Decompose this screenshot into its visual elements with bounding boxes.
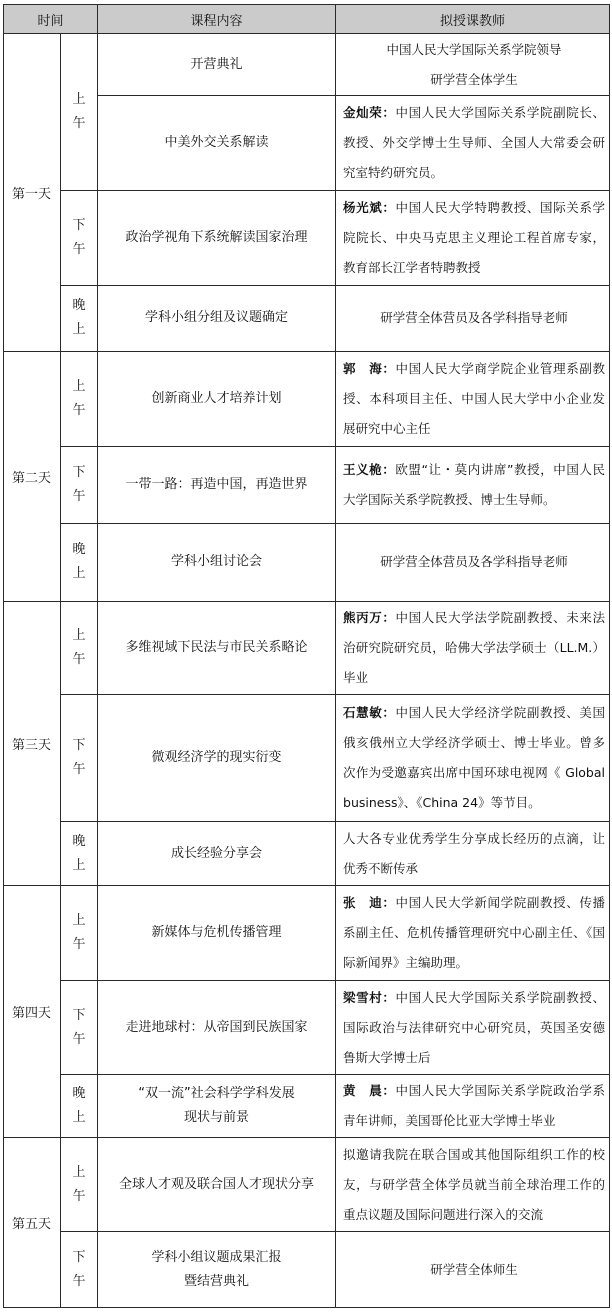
period-label: 上午 [61,34,98,191]
period-label: 上午 [61,601,98,695]
table-row [4,601,610,695]
period-label: 下午 [61,190,98,285]
course-cell: 全球人才观及联合国人才现状分享 [98,1137,336,1232]
schedule-table [3,4,610,1308]
teacher-name: 梁雪村： [343,989,396,1005]
course-cell: “双一流”社会科学学科发展 现状与前景 [98,1075,336,1137]
teacher-name: 郭 海： [343,360,396,376]
teacher-cell: 杨光斌：中国人民大学特聘教授、国际关系学院院长、中央马克思主义理论工程首席专家，教育部长江学者特聘教授 [336,190,610,285]
course-cell: 一带一路：再造中国，再造世界 [98,446,336,523]
table-row [4,980,610,1075]
teacher-name: 石慧敏： [343,705,396,721]
period-label: 下午 [61,980,98,1075]
teacher-cell: 拟邀请我院在联合国或其他国际组织工作的校友，与研学营全体学员就当前全球治理工作的重点议题及国际问题进行深入的交流 [336,1137,610,1232]
table-row [4,821,610,885]
course-cell: 中美外交关系解读 [98,96,336,191]
day-label: 第四天 [4,886,61,1138]
period-label: 晚上 [61,524,98,601]
period-label: 晚上 [61,821,98,885]
teacher-name: 熊丙万： [343,609,396,625]
day-label: 第一天 [4,34,61,352]
course-cell: 开营典礼 [98,34,336,96]
table-row [4,1075,610,1137]
table-row [4,190,610,285]
table-row [4,351,610,446]
table-row [4,695,610,822]
table-row [4,446,610,523]
header-row [4,5,610,34]
table-row [4,1232,610,1308]
teacher-name: 王义桅： [343,461,396,477]
header-course: 课程内容 [98,5,336,34]
course-cell: 学科小组分组及议题确定 [98,285,336,351]
course-cell: 成长经验分享会 [98,821,336,885]
teacher-cell: 金灿荣：中国人民大学国际关系学院副院长、教授、外交学博士生导师、全国人大常委会研究室特约研究员。 [336,96,610,191]
period-label: 晚上 [61,1075,98,1137]
teacher-cell: 研学营全体营员及各学科指导老师 [336,524,610,601]
day-label: 第五天 [4,1137,61,1307]
table-row [4,34,610,96]
course-cell: 走进地球村：从帝国到民族国家 [98,980,336,1075]
course-cell: 创新商业人才培养计划 [98,351,336,446]
table-row [4,1137,610,1232]
course-cell: 学科小组讨论会 [98,524,336,601]
period-label: 晚上 [61,285,98,351]
table-row [4,285,610,351]
course-cell: 多维视域下民法与市民关系略论 [98,601,336,695]
teacher-name: 杨光斌： [343,199,396,215]
period-label: 上午 [61,351,98,446]
period-label: 下午 [61,446,98,523]
table-row [4,886,610,981]
course-cell: 政治学视角下系统解读国家治理 [98,190,336,285]
course-cell: 新媒体与危机传播管理 [98,886,336,981]
teacher-cell: 研学营全体营员及各学科指导老师 [336,285,610,351]
header-time: 时间 [4,5,98,34]
teacher-cell: 中国人民大学国际关系学院领导 研学营全体学生 [336,34,610,96]
teacher-name: 金灿荣： [343,105,396,121]
teacher-name: 黄 晨： [343,1083,396,1099]
teacher-cell: 梁雪村：中国人民大学国际关系学院副教授、国际政治与法律研究中心研究员，英国圣安德鲁斯大学博士后 [336,980,610,1075]
day-label: 第三天 [4,601,61,886]
teacher-cell: 郭 海：中国人民大学商学院企业管理系副教授、本科项目主任、中国人民大学中小企业发展研究中心主任 [336,351,610,446]
course-cell: 学科小组议题成果汇报 暨结营典礼 [98,1232,336,1308]
teacher-cell: 研学营全体师生 [336,1232,610,1308]
period-label: 下午 [61,695,98,822]
table-row [4,524,610,601]
period-label: 上午 [61,886,98,981]
teacher-cell: 石慧敏：中国人民大学经济学院副教授、美国俄亥俄州立大学经济学硕士、博士毕业。曾多次作为受邀嘉宾出席中国环球电视网《 Global business》、《China 24》等节目。 [336,695,610,822]
day-label: 第二天 [4,351,61,601]
teacher-name: 张 迪： [343,895,396,911]
teacher-cell: 黄 晨：中国人民大学国际关系学院政治学系青年讲师，美国哥伦比亚大学博士毕业 [336,1075,610,1137]
teacher-cell: 张 迪：中国人民大学新闻学院副教授、传播系副主任、危机传播管理研究中心副主任、《国际新闻界》主编助理。 [336,886,610,981]
header-teacher: 拟授课教师 [336,5,610,34]
teacher-cell: 人大各专业优秀学生分享成长经历的点滴，让优秀不断传承 [336,821,610,885]
period-label: 下午 [61,1232,98,1308]
teacher-cell: 熊丙万：中国人民大学法学院副教授、未来法治研究院研究员，哈佛大学法学硕士（LL.M.）毕业 [336,601,610,695]
course-cell: 微观经济学的现实衍变 [98,695,336,822]
teacher-cell: 王义桅：欧盟“让・莫内讲席”教授，中国人民大学国际关系学院教授、博士生导师。 [336,446,610,523]
period-label: 上午 [61,1137,98,1232]
